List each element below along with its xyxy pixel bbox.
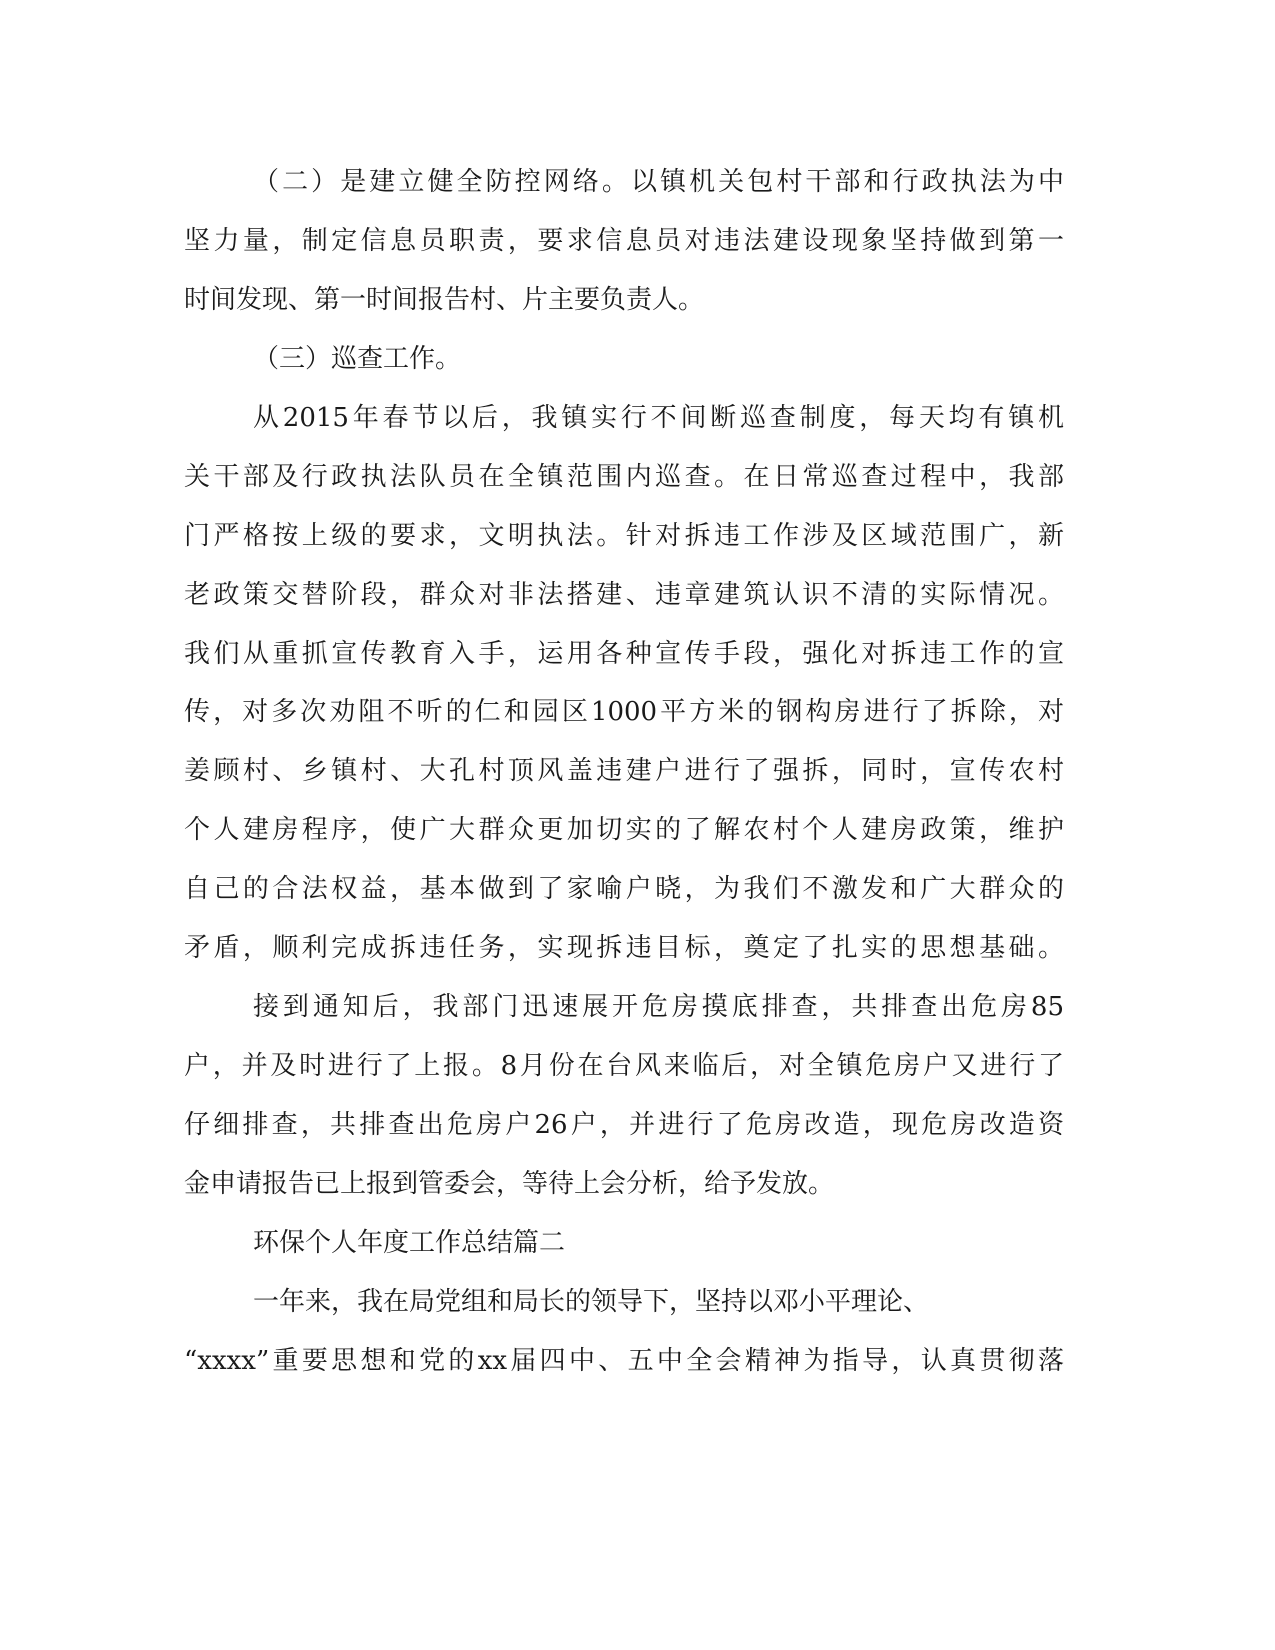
paragraph-line: 老政策交替阶段，群众对非法搭建、违章建筑认识不清的实际情况。 [184, 580, 1064, 610]
paragraph-line: 个人建房程序，使广大群众更加切实的了解农村个人建房政策，维护 [184, 815, 1064, 845]
paragraph-line: 我们从重抓宣传教育入手，运用各种宣传手段，强化对拆违工作的宣 [184, 639, 1064, 669]
paragraph-line: 接到通知后，我部门迅速展开危房摸底排查，共排查出危房85 [253, 992, 1064, 1022]
paragraph-line: 金申请报告已上报到管委会，等待上会分析，给予发放。 [184, 1169, 835, 1199]
paragraph-line: 时间发现、第一时间报告村、片主要负责人。 [184, 285, 705, 315]
paragraph-line: 关干部及行政执法队员在全镇范围内巡查。在日常巡查过程中，我部 [184, 462, 1064, 492]
paragraph-line: 传，对多次劝阻不听的仁和园区1000平方米的钢构房进行了拆除，对 [184, 697, 1064, 727]
paragraph-line: 门严格按上级的要求，文明执法。针对拆违工作涉及区域范围广，新 [184, 521, 1064, 551]
paragraph-line: 仔细排查，共排查出危房户26户，并进行了危房改造，现危房改造资 [184, 1110, 1064, 1140]
paragraph-line: （二）是建立健全防控网络。以镇机关包村干部和行政执法为中 [253, 167, 1064, 197]
paragraph-line: “xxxx”重要思想和党的xx届四中、五中全会精神为指导，认真贯彻落 [184, 1346, 1064, 1376]
paragraph-line: 自己的合法权益，基本做到了家喻户晓，为我们不激发和广大群众的 [184, 874, 1064, 904]
article-title: 环保个人年度工作总结篇二 [253, 1228, 566, 1258]
paragraph-line: 户，并及时进行了上报。8月份在台风来临后，对全镇危房户又进行了 [184, 1051, 1064, 1081]
paragraph-line: 坚力量，制定信息员职责，要求信息员对违法建设现象坚持做到第一 [184, 226, 1064, 256]
paragraph-line: 矛盾，顺利完成拆违任务，实现拆违目标，奠定了扎实的思想基础。 [184, 933, 1064, 963]
paragraph-line: 从2015年春节以后，我镇实行不间断巡查制度，每天均有镇机 [253, 403, 1064, 433]
paragraph-line: 姜顾村、乡镇村、大孔村顶风盖违建户进行了强拆，同时，宣传农村 [184, 756, 1064, 786]
section-heading: （三）巡查工作。 [253, 344, 462, 374]
paragraph-line: 一年来，我在局党组和局长的领导下，坚持以邓小平理论、 [253, 1287, 930, 1317]
